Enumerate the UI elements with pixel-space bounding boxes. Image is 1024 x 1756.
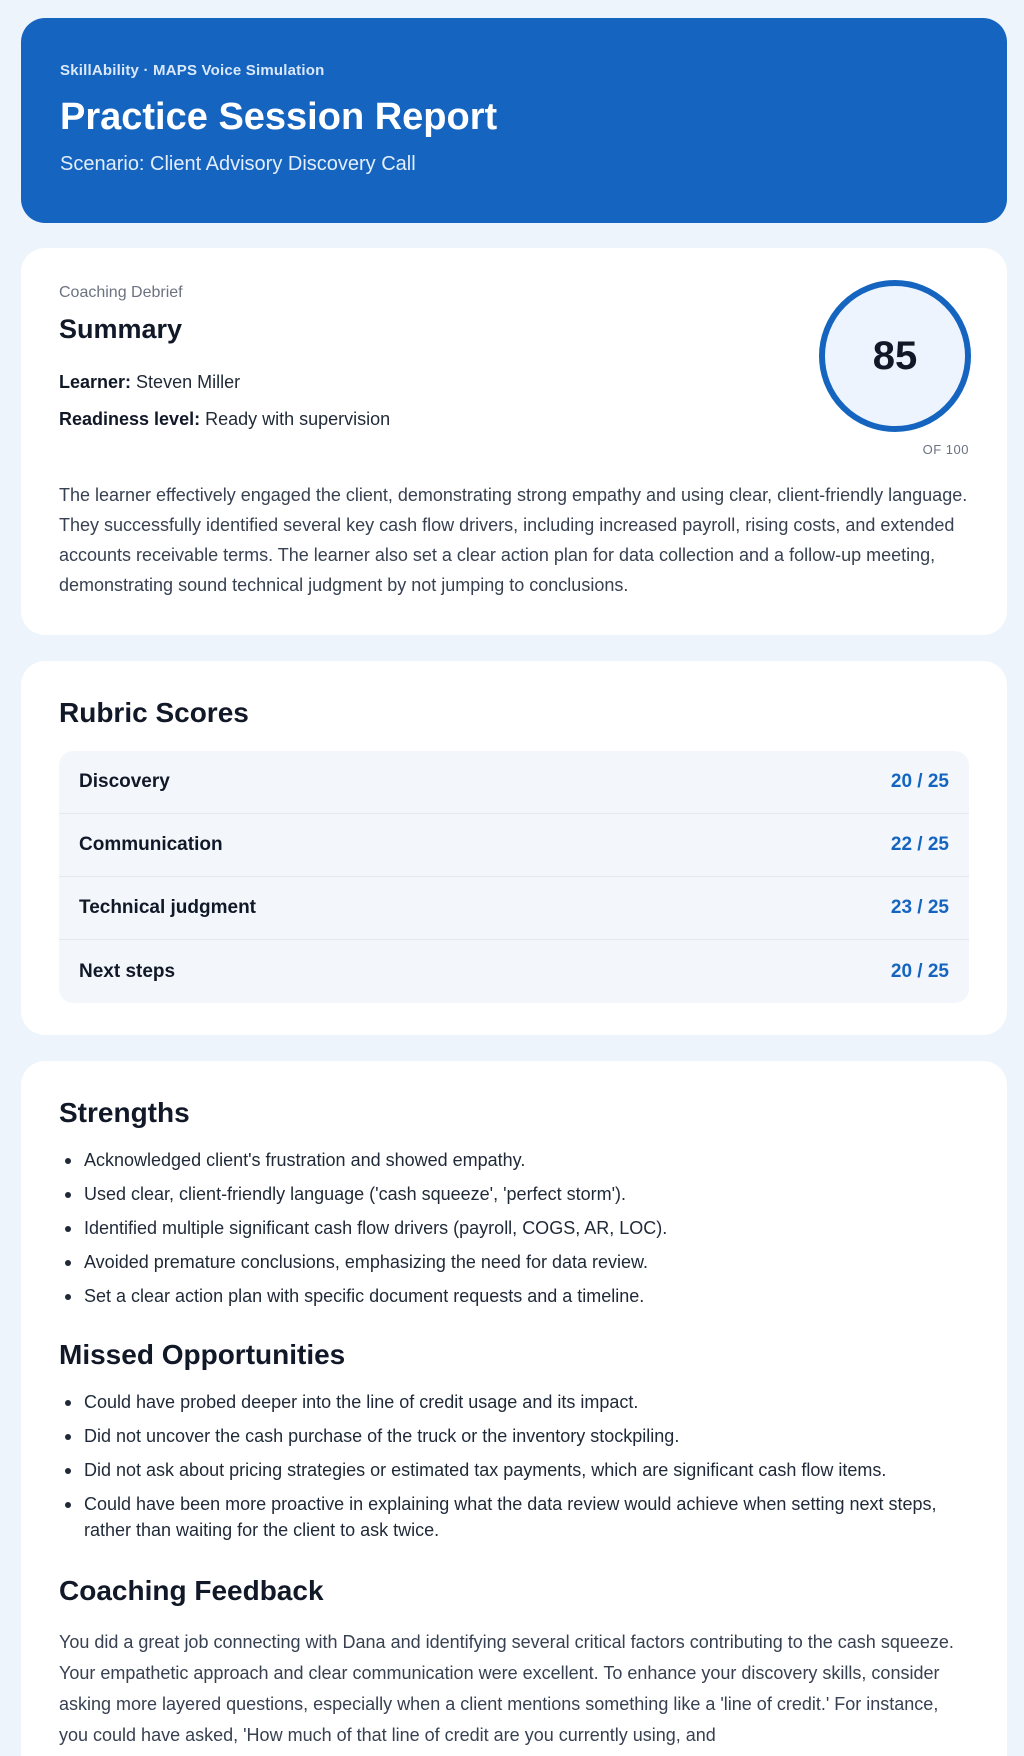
details-card: [21, 1061, 1007, 1756]
rubric-label: Next steps: [79, 960, 176, 982]
learner-line: [59, 372, 240, 393]
rubric-label: Technical judgment: [79, 897, 257, 918]
rubric-table: [59, 751, 969, 1003]
brand-kicker: SkillAbility · MAPS Voice Simulation: [60, 62, 325, 79]
rubric-title: Rubric Scores: [59, 697, 249, 728]
coaching-feedback-title: Coaching Feedback: [59, 1575, 324, 1606]
list-item: Acknowledged client's frustration and showed empathy.: [59, 1147, 969, 1173]
rubric-score: 23 / 25: [890, 897, 949, 918]
score-max-label: OF 100: [922, 442, 969, 457]
rubric-score: 22 / 25: [890, 834, 949, 855]
overall-score: 85: [872, 333, 918, 378]
learner-name: Steven Miller: [136, 372, 241, 392]
strengths-title: Strengths: [59, 1097, 190, 1128]
report-header: [21, 18, 1007, 223]
list-item: Avoided premature conclusions, emphasizing the need for data review.: [59, 1249, 969, 1275]
list-item: Could have been more proactive in explaining what the data review would achieve when setting next steps, rather than waiting for the client to ask twice.: [59, 1491, 969, 1543]
list-item: Did not uncover the cash purchase of the truck or the inventory stockpiling.: [59, 1423, 969, 1449]
overall-score-ring: [819, 280, 971, 432]
rubric-row-next-steps: [59, 940, 969, 1003]
list-item: Did not ask about pricing strategies or estimated tax payments, which are significant cash flow items.: [59, 1457, 969, 1483]
summary-text: The learner effectively engaged the client, demonstrating strong empathy and using clear, client-friendly language. They successfully identified several key cash flow drivers, including increased payroll, rising costs, and extended accounts receivable terms. The learner also set a clear action plan for data collection and a follow-up meeting, demonstrating sound technical judgment by not jumping to conclusions.: [59, 485, 968, 595]
rubric-score: 20 / 25: [890, 771, 949, 792]
rubric-score: 20 / 25: [890, 960, 949, 982]
list-item: Could have probed deeper into the line of credit usage and its impact.: [59, 1389, 969, 1415]
readiness-label: Readiness level:: [59, 409, 201, 429]
missed-opportunities-title: Missed Opportunities: [59, 1339, 346, 1370]
readiness-line: [59, 409, 390, 430]
rubric-row-discovery: [59, 751, 969, 814]
list-item: Set a clear action plan with specific document requests and a timeline.: [59, 1283, 969, 1309]
list-item: Identified multiple significant cash flow drivers (payroll, COGS, AR, LOC).: [59, 1215, 969, 1241]
rubric-row-technical-judgment: [59, 877, 969, 940]
coaching-feedback-text: You did a great job connecting with Dana and identifying several critical factors contributing to the cash squeeze. Your empathetic approach and clear communication were excellent. To enhance your discovery skills, consider asking more layered questions, especially when a client mentions something like a 'line of credit.' For instance, you could have asked, 'How much of that line of credit are you currently using, and: [59, 1632, 954, 1745]
rubric-row-communication: [59, 814, 969, 877]
summary-card: [21, 248, 1007, 635]
learner-label: Learner:: [59, 372, 132, 392]
scenario-label: Scenario: Client Advisory Discovery Call: [60, 153, 416, 175]
rubric-label: Communication: [79, 834, 223, 855]
page-title: Practice Session Report: [60, 96, 498, 138]
strengths-list: [59, 1147, 969, 1317]
rubric-label: Discovery: [79, 771, 170, 792]
rubric-card: [21, 661, 1007, 1035]
coaching-debrief-label: Coaching Debrief: [59, 284, 183, 301]
list-item: Used clear, client-friendly language ('cash squeeze', 'perfect storm').: [59, 1181, 969, 1207]
readiness-value: Ready with supervision: [205, 409, 391, 429]
summary-title: Summary: [59, 314, 183, 344]
missed-opportunities-list: [59, 1389, 969, 1551]
